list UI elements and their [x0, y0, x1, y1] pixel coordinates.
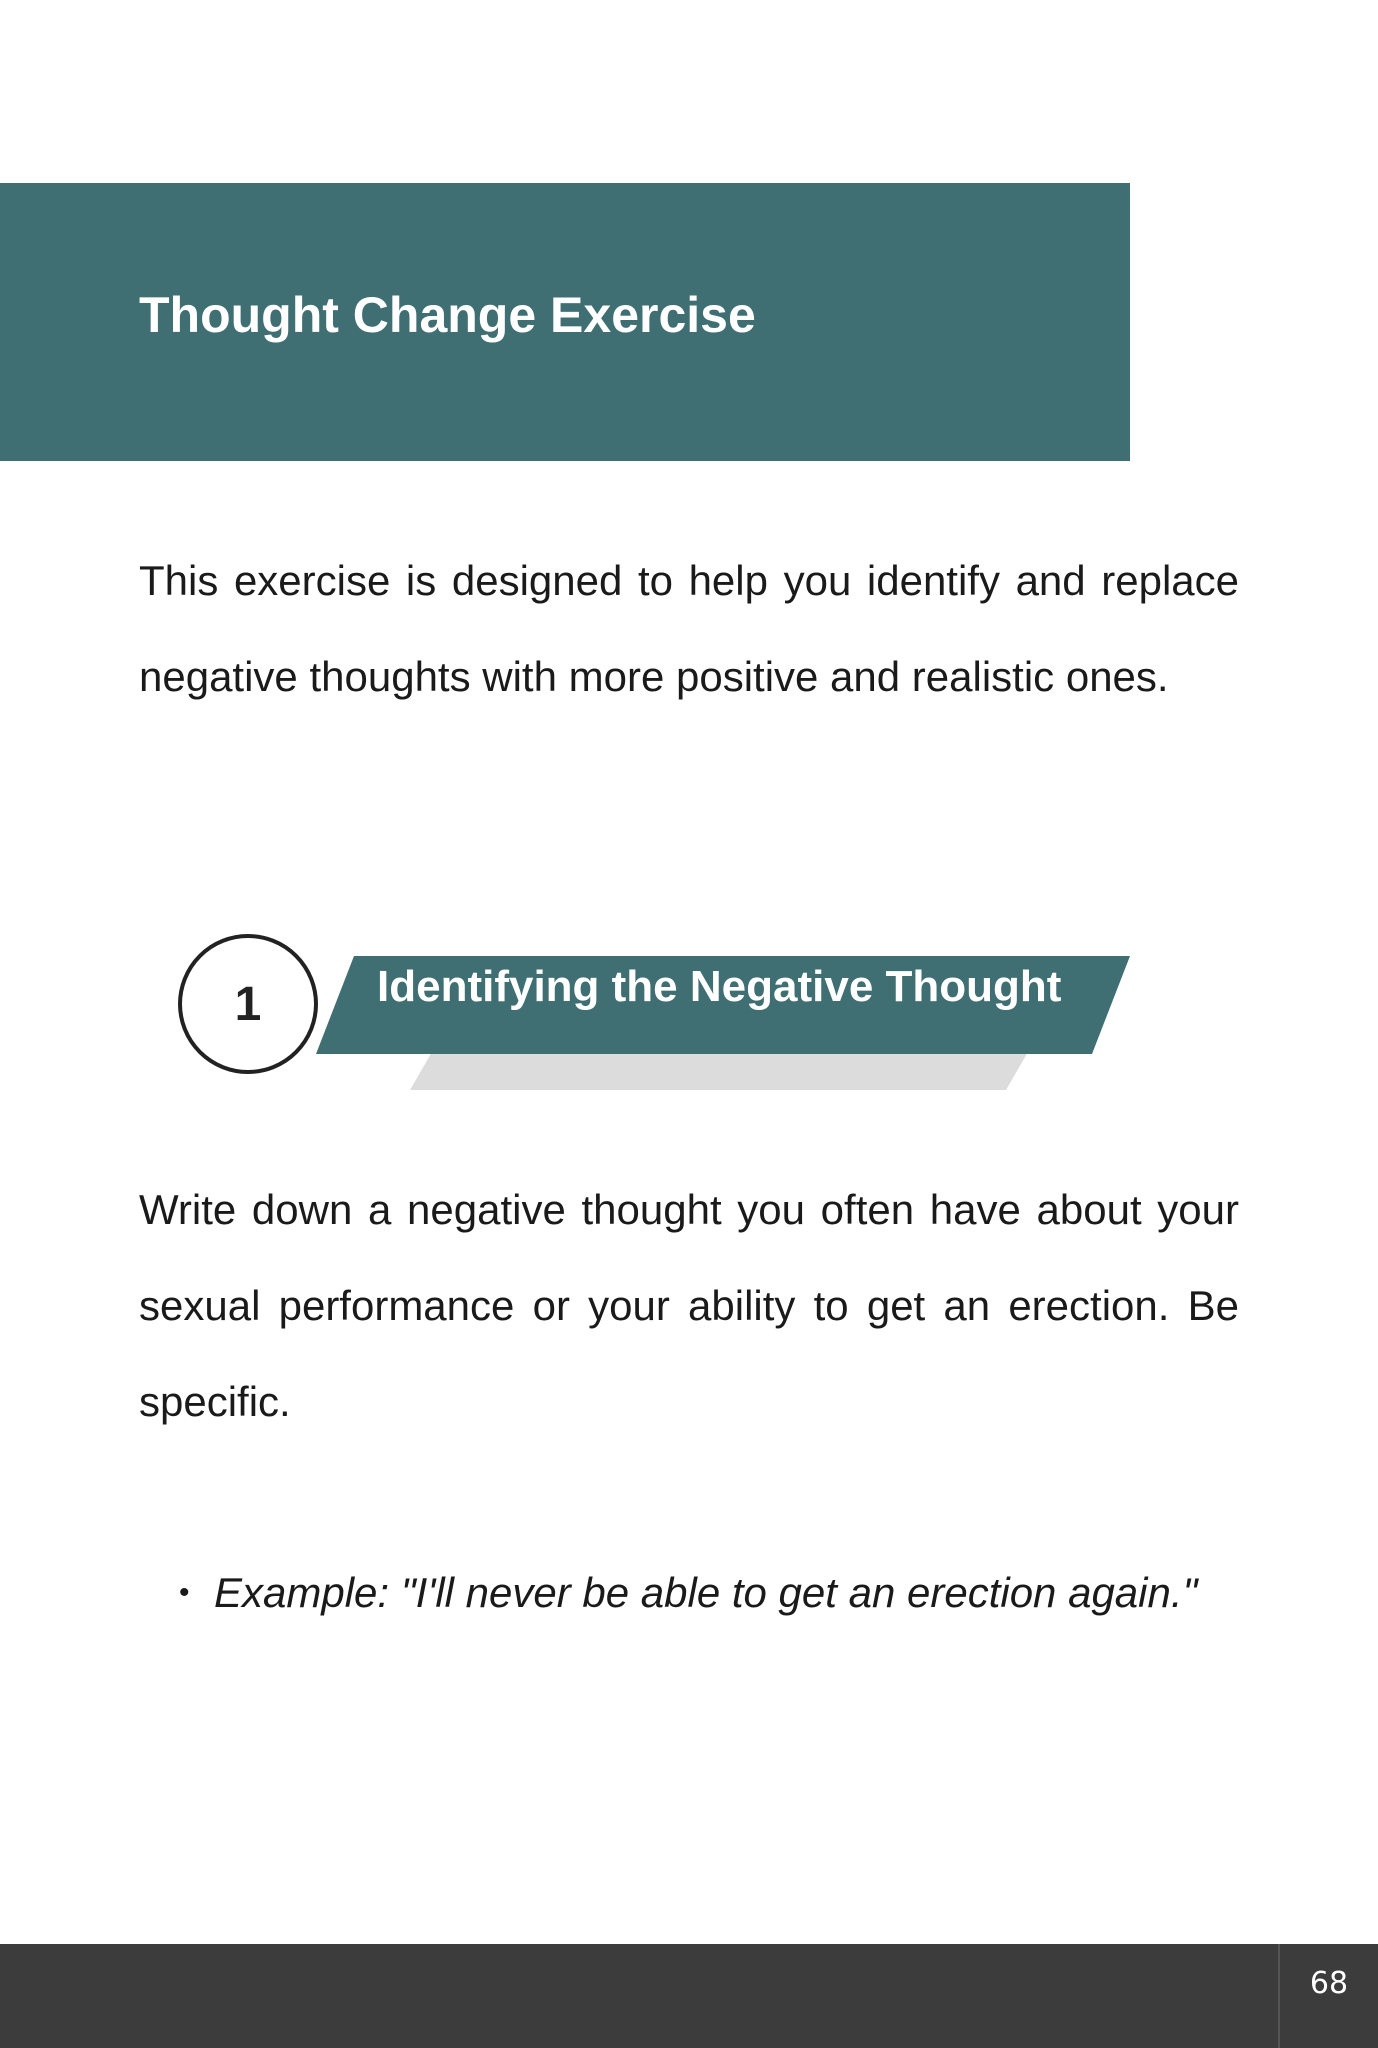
footer-bar: [0, 1944, 1378, 2048]
instruction-paragraph: Write down a negative thought you often have about your sexual performance or your ability to get an erection. Be specific.: [139, 1186, 1239, 1425]
example-list: [139, 1545, 1239, 1641]
page-title: Thought Change Exercise: [139, 287, 756, 343]
step-title: Identifying the Negative Thought: [377, 962, 1062, 1011]
bullet-icon: •: [179, 1576, 190, 1609]
page-number-box: [1278, 1944, 1378, 2048]
step-number-circle: [178, 934, 318, 1074]
example-text: Example: "I'll never be able to get an erection again.": [214, 1569, 1198, 1616]
page-number: 68: [1309, 1966, 1349, 2001]
list-item: [139, 1545, 1239, 1641]
intro-paragraph: This exercise is designed to help you identify and replace negative thoughts with more positive and realistic ones.: [139, 557, 1239, 700]
step-number: 1: [234, 977, 262, 1031]
